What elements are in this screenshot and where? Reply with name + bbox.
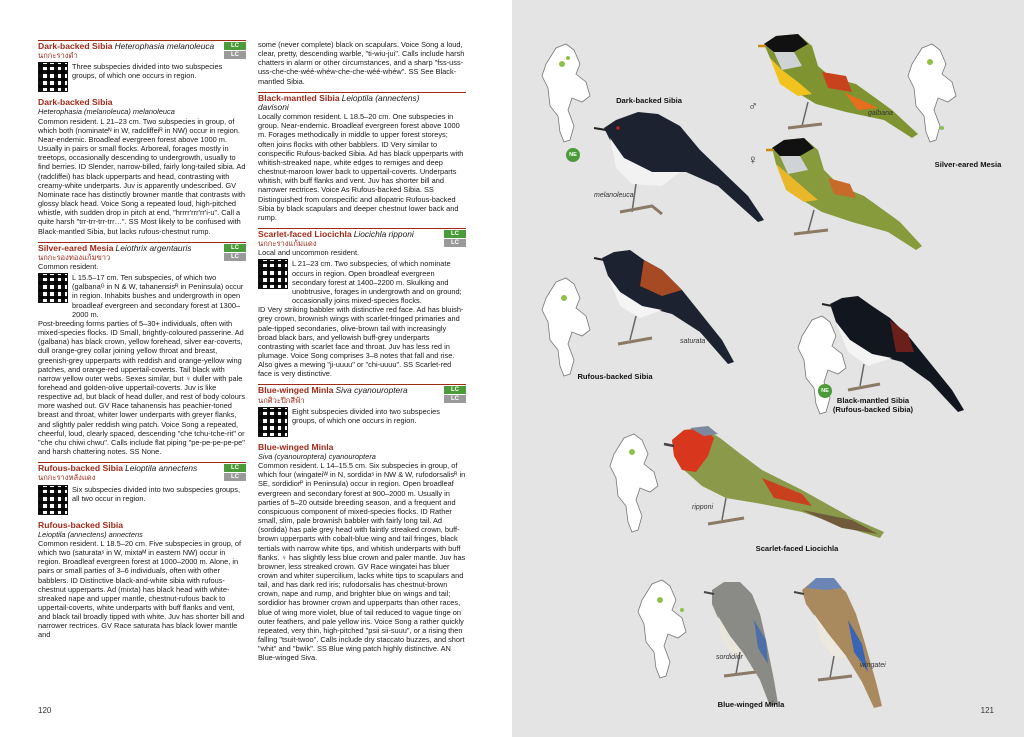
qr-row: [38, 62, 246, 92]
subspecies-scientific-name: Heterophasia (melanoleuca) melanoleuca: [38, 107, 175, 117]
qr-text: Six subspecies divided into two subspecies groups, all two occur in region.: [72, 484, 241, 503]
subspecies-scientific-name: Siva (cyanouroptera) cyanouroptera: [258, 451, 376, 461]
bird-dark-backed-sibia: [594, 112, 764, 222]
iucn-badge: LC: [224, 42, 246, 50]
range-map-dark-backed-sibia: [542, 44, 590, 142]
species-description: Common resident. L 21–23 cm. Two subspecies in group, of which both (nominateᴺ in W, radcliffeiᴿ in NW) occur in region. Near-endemic. Broadleaf evergreen forest above 1000 m. Usually in pairs or small flocks. Arboreal, forages mostly in treetops, occasionally descending to undergrowth, usually to find berries. ID Slender, narrow-billed, fairly long-tailed sibia. Ad (radcliffei) has black upperparts and head, contrasting with creamy-white underparts. Juv is apparently undescribed. GV Nominate race has distinctly browner mantle that contrasts with glossy black head. Voice Song a repeated loud, high-pitched whistle, with sudden drop in pitch at end, "hrrrr'rrr'rr'i-u". Call a quite harsh "trr-trr-trr-trr…". SS Most likely to be confused with Black-mantled Sibia, but lacks rufous-chestnut rump.: [38, 116, 246, 236]
bird-blue-winged-minla-wingatei: [794, 578, 882, 708]
regional-badge: LC: [224, 473, 246, 481]
species-description: some (never complete) black on scapulars. Voice Song a loud, clear, pretty, descending warble, "ti-wiu-jui". Calls include harsh chatters in alarm or other circumstances, and a sharp "fss-uss-uss-che-che-wéé-whéw-che-che-wéé-whéw". SS See Black-mantled Sibia.: [258, 40, 465, 86]
species-header: [38, 242, 246, 262]
status-badges: [444, 230, 466, 248]
species-description: Post-breeding forms parties of 5–30+ individuals, often with mixed-species flocks. ID Small, brightly-coloured passerine. Ad (galbana) has black crown, yellow forehead, silver ear-coverts, dull orange-grey collar joining yellow throat and breast, greenish-grey upperparts with reddish and orange-yellow wing patches, and orange-red uppertail-coverts. Tail black with narrow yellow outer webs. Sexes similar, but ♀ duller with pale forehead and golden-olive uppertail-coverts. Juv is like respective ad, but black of head duller, and rest of body colours more washed out. GV Race tahanensis has peachier-toned breast and throat, whiter lower underparts with greyer flanks, and slightly paler reddish wing patch. Voice Song a repeated, cheerful, loud, clearly spaced, descending "che tchu-tche-rit" or "che chu chiwi chwu". Calls include flat piping "pe-pe-pe-pe-pe" and harsh chattering notes. SS None.: [38, 318, 246, 457]
status-badges: [224, 464, 246, 482]
species-name: Black-mantled Sibia: [258, 92, 340, 103]
subspecies-scientific-name: Leioptila (annectens) annectens: [38, 529, 143, 539]
plate-label-black-mantled-sibia: [828, 396, 918, 414]
bird-scarlet-faced-liocichla: [664, 426, 884, 538]
subspecies-entry-blue-winged-minla: [258, 443, 466, 663]
species-description: Common resident. L 18.5–20 cm. Five subspecies in group, of which two (saturataˢ in W, mixtaᴹ in eastern NW) occur in region. Broadleaf evergreen forest at 1000–2000 m. Alone, in pairs or small parties of 3–6 individuals, often with other babblers. ID Distinctive black-and-white sibia with rufous-chestnut upperparts. Ad (mixta) has black head with white-streaked nape and upper mantle, chestnut-rufous back to uppertail-coverts, white underparts with buff flanks and vent, and black tail broadly tipped with white. Juv has shorter bill and narrower rectrices. GV Race saturata has black lower mantle and: [38, 538, 245, 640]
page-number-right: 121: [980, 706, 994, 715]
range-map-scarlet-faced-liocichla: [610, 434, 658, 532]
bird-rufous-backed-sibia: [594, 250, 734, 364]
caption-galbana: galbana: [868, 110, 893, 117]
species-entry-blue-winged-minla: [258, 384, 466, 436]
ne-badge: NE: [566, 148, 580, 162]
iucn-badge: LC: [444, 230, 466, 238]
iucn-badge: LC: [224, 244, 246, 252]
species-scientific-name: Leioptila (annectens) davisoni: [258, 92, 420, 112]
qr-text: Three subspecies divided into two subspecies groups, of which one occurs in region.: [72, 62, 223, 81]
text-column-2: [258, 40, 466, 669]
species-name: Dark-backed Sibia: [38, 41, 113, 51]
species-scientific-name: Liocichla ripponi: [353, 228, 414, 239]
regional-badge: LC: [224, 253, 246, 261]
plate-label-dark-backed-sibia: Dark-backed Sibia: [616, 96, 682, 105]
range-map-silver-eared-mesia: [908, 44, 956, 142]
status-badges: [224, 42, 246, 60]
subspecies-entry-dark-backed-sibia: [38, 98, 246, 235]
species-name: Blue-winged Minla: [258, 385, 334, 396]
plate-label-rufous-backed-sibia: Rufous-backed Sibia: [577, 372, 653, 381]
qr-code-icon: [38, 62, 68, 92]
regional-badge: LC: [444, 395, 466, 403]
bird-silver-eared-mesia-female: [766, 138, 922, 250]
status-badges: [224, 244, 246, 262]
species-thai-name: นกศิวะปีกสีฟ้า: [258, 395, 305, 405]
species-thai-name: นกกะรองทองแก้มขาว: [38, 252, 111, 262]
subspecies-entry-rufous-backed-sibia: [38, 521, 246, 640]
species-scientific-name: Heterophasia melanoleuca: [114, 41, 215, 51]
qr-row: [258, 407, 466, 437]
subspecies-name: Blue-winged Minla: [258, 441, 334, 452]
species-entry-silver-eared-mesia: [38, 242, 246, 457]
species-entry-black-mantled-sibia: [258, 92, 466, 222]
qr-text: L 21–23 cm. Two subspecies, of which nominate occurs in region. Open broadleaf evergreen secondary forest at 1400–2200 m. Skulking and unobtrusive, forages in undergrowth and on ground; occasionally joins mixed-species flocks.: [292, 259, 462, 306]
plate-label-scarlet-faced-liocichla: Scarlet-faced Liocichla: [755, 544, 839, 553]
qr-code-icon: [258, 407, 288, 437]
illustration-plate: [512, 0, 1024, 737]
species-name: Scarlet-faced Liocichla: [258, 228, 352, 239]
caption-melanoleuca: melanoleuca: [594, 192, 634, 199]
regional-badge: LC: [224, 51, 246, 59]
plate-label-black-mantled-title: Black-mantled Sibia: [836, 396, 910, 405]
species-name: Rufous-backed Sibia: [38, 463, 123, 474]
caption-wingatei: wingatei: [860, 662, 886, 669]
species-header: [38, 462, 246, 482]
species-name: Silver-eared Mesia: [38, 242, 114, 253]
qr-code-icon: [258, 259, 288, 289]
species-thai-name: นกกะรางหลังแดง: [38, 473, 96, 483]
species-status: Common resident.: [38, 261, 99, 271]
range-map-blue-winged-minla: [638, 580, 686, 678]
species-entry-scarlet-faced-liocichla: [258, 228, 466, 379]
bird-blue-winged-minla-sordidior: [704, 582, 778, 706]
species-header: [258, 92, 466, 112]
bird-silver-eared-mesia-male: [758, 34, 918, 138]
species-status: Local and uncommon resident.: [258, 248, 360, 258]
bird-black-mantled-sibia: [822, 296, 964, 412]
plate-label-black-mantled-sub: (Rufous-backed Sibia): [832, 405, 914, 414]
species-thai-name: นกกะรางดำ: [38, 51, 78, 61]
range-map-rufous-backed-sibia: [542, 278, 590, 376]
ne-badge: NE: [818, 384, 832, 398]
species-entry-dark-backed-sibia: [38, 40, 246, 92]
continued-text: [258, 40, 466, 86]
qr-text: L 15.5–17 cm. Ten subspecies, of which two (galbanaᴳ in N & W, tahanensisᴿ in Peninsula) occur in region. Inhabits bushes and undergrowth in open broadleaf evergreen and secondary forest at 1300–2000 m.: [72, 273, 244, 319]
iucn-badge: LC: [224, 464, 246, 472]
caption-ripponi: ripponi: [692, 504, 714, 511]
subspecies-name: Dark-backed Sibia: [38, 97, 113, 108]
species-scientific-name: Leioptila annectens: [125, 463, 198, 474]
qr-row: [258, 259, 466, 305]
species-scientific-name: Leiothrix argentauris: [115, 242, 192, 253]
species-header: [258, 228, 466, 248]
plate-artwork: [512, 0, 1024, 737]
status-badges: [444, 386, 466, 404]
qr-row: [38, 485, 246, 515]
plate-label-silver-eared-mesia: Silver-eared Mesia: [934, 160, 1002, 169]
species-header: [38, 40, 246, 60]
species-header: [258, 384, 466, 404]
regional-badge: LC: [444, 239, 466, 247]
iucn-badge: LC: [444, 386, 466, 394]
female-symbol-icon: ♀: [748, 152, 758, 167]
species-description: Locally common resident. L 18.5–20 cm. One subspecies in group. Near-endemic. Broadleaf evergreen forest above 1000 m. Forages methodically in middle to upper forest storeys; often joins flocks with other babblers. ID Very similar to conspecific Rufous-backed Sibia. Ad has black upperparts with whitish-streaked nape, white edges to remiges and deep chestnut-maroon lower back to uppertail-coverts. Underparts whitish, with buff flanks and vent. Juv has shorter bill and narrower rectrices. Voice As Rufous-backed Sibia. SS Distinguished from conspecific and allopatric Rufous-backed Sibia by black scapulars and deeper chestnut lower back and rump.: [258, 112, 464, 222]
species-description: Common resident. L 14–15.5 cm. Six subspecies in group, of which four (wingateiᵂ in N, sordidaˢ in NW & W, rufodorsalisᴿ in SE, sordidiorᴾ in Peninsula) occur in region. Open broadleaf evergreen and secondary forest at 900–2000 m. Usually in parties of 5–20 outside breeding season, and a frequent and conspicuous component of mixed-species flocks. ID Rather small, slim, pale brownish babbler with fairly long tail. Ad (sordida) has pale grey head with faintly streaked crown, buff-brown upperparts with cobalt-blue wing and tail fringes, black tertials with narrow white tips, and whitish underparts with buff flanks. ♀ has slightly less blue crown and paler mantle. Juv has browner, less streaked crown. GV Race wingatei has bluer crown and whiter supercilium, lacks white tips to scapulars and tail, and has dark red iris; rufodorsalis has chestnut-brown crown, nape and rump, and brighter blue on wings and tail; sordidior has browner crown and upperparts than other races, blue of wing more violet, blue of tail reduced to vague tinge on outer feathers, and pale yellow iris. Voice Song a rather quickly repeated, very thin, high-pitched "psii sii-suuu", or a rising then falling "tsuit-twoo". Calls include dry staccato buzzes, and short "whit" and "bwik". SS Blue wing patch highly distinctive. AN Blue-winged Siva.: [258, 461, 466, 663]
male-symbol-icon: ♂: [748, 98, 758, 113]
species-scientific-name: Siva cyanouroptera: [335, 385, 408, 396]
caption-saturata: saturata: [680, 338, 706, 345]
subspecies-name: Rufous-backed Sibia: [38, 519, 123, 530]
species-entry-rufous-backed-sibia: [38, 462, 246, 514]
caption-sordidior: sordidior: [716, 654, 743, 661]
qr-code-icon: [38, 485, 68, 515]
plate-label-blue-winged-minla: Blue-winged Minla: [717, 700, 785, 709]
qr-text: Eight subspecies divided into two subspecies groups, of which one occurs in region.: [292, 406, 440, 425]
species-description: ID Very striking babbler with distinctive red face. Ad has bluish-grey crown, brownish wings with scarlet-fringed primaries and pale-tipped secondaries, olive-brown tail with increasingly broad black bars, and yellowish buff-grey underparts contrasting with scarlet face and throat. Juv has less red in plumage. Voice Song comprises 3–8 notes that fall and rise. Also gives a mewing "ji-uuuu" or "chi-uuuu". SS Scarlet-red face is very distinctive.: [258, 305, 464, 379]
text-column-1: [38, 40, 246, 646]
qr-row: [38, 273, 246, 319]
qr-code-icon: [38, 273, 68, 303]
page-number-left: 120: [38, 706, 52, 715]
species-thai-name: นกกะรางแก้มแดง: [258, 239, 317, 249]
